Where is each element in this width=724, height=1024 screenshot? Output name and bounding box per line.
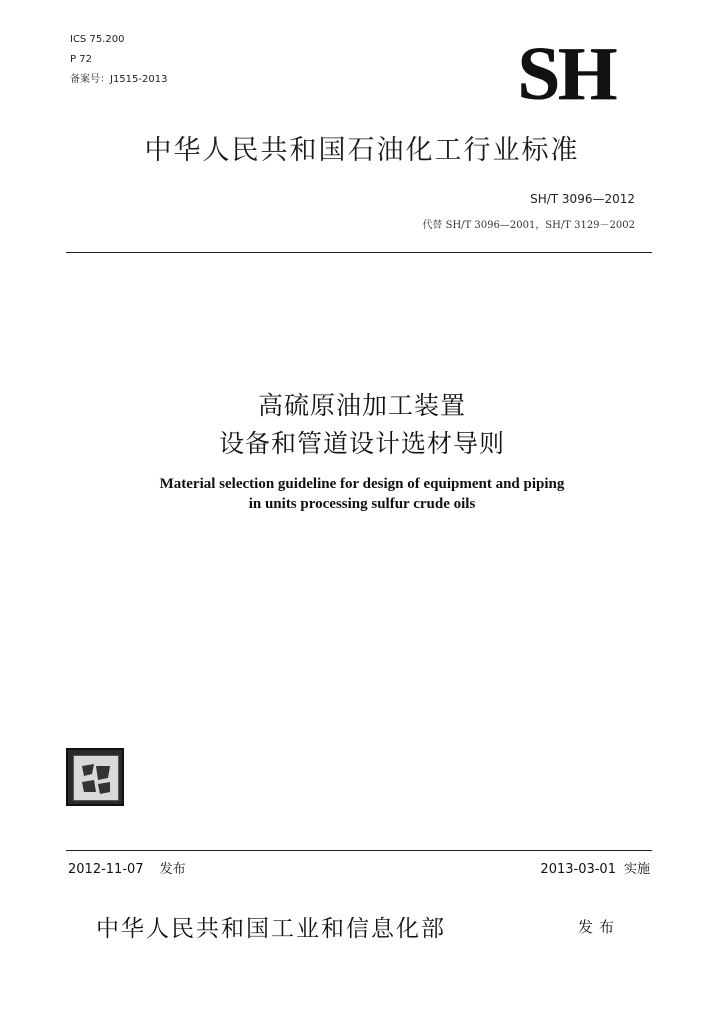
category-code: P 72 [70, 54, 92, 65]
top-divider [66, 252, 652, 253]
effective-info [540, 858, 650, 877]
title-cn-line2: 设备和管道设计选材导则 [218, 429, 505, 458]
title-en-line1: Material selection guideline for design of equipment and piping [159, 476, 565, 492]
header-codes [70, 30, 167, 90]
seal-glyph [74, 756, 118, 800]
bottom-divider [66, 850, 652, 851]
release-info [68, 858, 186, 877]
ics-code: ICS 75.200 [70, 34, 125, 45]
effective-label: 实施 [623, 862, 650, 877]
title-cn-line1: 高硫原油加工装置 [257, 391, 466, 420]
standard-number: SH/T 3096—2012 [530, 192, 635, 206]
seal-stamp-inner [73, 755, 119, 801]
seal-stamp [66, 748, 124, 806]
replaces-standards: 代替 SH/T 3096—2001，SH/T 3129－2002 [422, 220, 635, 231]
filing-number: 备案号：J1515-2013 [70, 74, 168, 85]
sh-logo: SH [517, 32, 615, 116]
issued-label: 发布 [578, 918, 621, 936]
effective-date: 2013-03-01 [540, 862, 616, 877]
release-date: 2012-11-07 [68, 862, 144, 877]
release-label: 发布 [159, 862, 186, 877]
title-en-line2: in units processing sulfur crude oils [248, 496, 476, 512]
organization-title: 中华人民共和国石油化工行业标准 [144, 135, 580, 166]
issuing-authority: 中华人民共和国工业和信息化部 [96, 916, 446, 942]
